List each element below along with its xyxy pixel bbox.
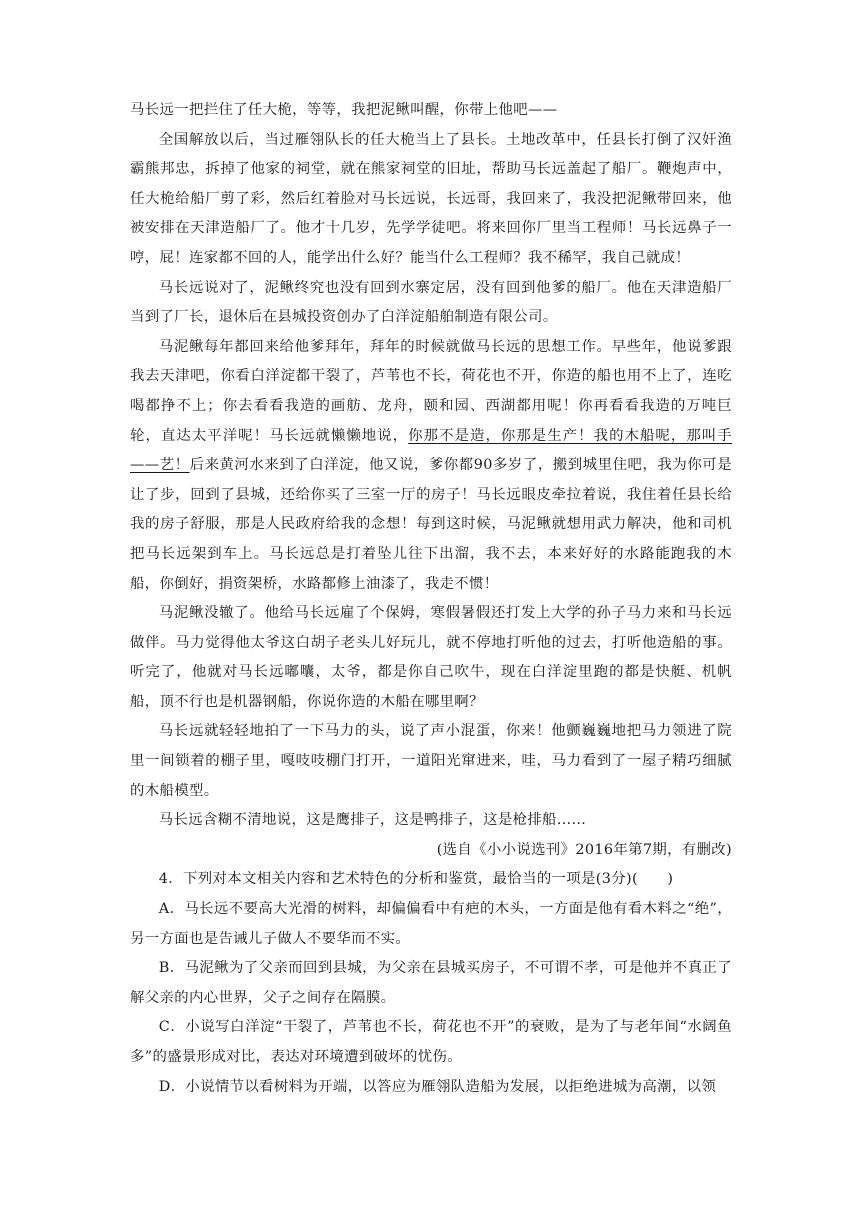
question-option-d: D．小说情节以看树料为开端，以答应为雁翎队造船为发展，以拒绝进城为高潮，以领 bbox=[158, 1078, 717, 1095]
paragraph-text: 马泥鳅每年都回来给他爹拜年，拜年的时候就做马长远的思想工作。早些年，他说爹跟我去天津吧，你看白洋淀都干裂了，芦苇也不长，荷花也不开，你造的船也用不上了，连吃喝都挣不上；你去看看我造的画舫、龙舟，颐和园、西湖都用呢！你再看看我造的万吨巨轮，直达太平洋呢！马长远就懒懒地说， bbox=[130, 338, 732, 444]
question-option-c: C．小说写白洋淀“干裂了，芦苇也不长，荷花也不开”的衰败，是为了与老年间“水阔鱼多”的盛景形成对比，表达对环境遭到破坏的忧伤。 bbox=[130, 1019, 732, 1065]
question-option-b: B．马泥鳅为了父亲而回到县城，为父亲在县城买房子，不可谓不孝，可是他并不真正了解父亲的内心世界，父子之间存在隔膜。 bbox=[130, 960, 732, 1006]
paragraph-text: 后来黄河水来到了白洋淀，他又说，爹你都90多岁了，搬到城里住吧，我为你可是让了步，回到了县城，还给你买了三室一厅的房子！马长远眼皮牵拉着说，我住着任县长给我的房子舒服，那是人民政府给我的念想！每到这时候，马泥鳅就想用武力解决，他和司机把马长远架到车上。马长远总是打着坠儿往下出溜，我不去，本来好好的水路能跑我的木船，你倒好，捐资架桥，水路都修上油漆了，我走不惯！ bbox=[130, 457, 732, 592]
story-paragraph bbox=[130, 333, 732, 599]
story-paragraph: 马长远一把拦住了任大桅，等等，我把泥鳅叫醒，你带上他吧—— bbox=[130, 102, 558, 118]
story-paragraph: 全国解放以后，当过雁翎队长的任大桅当上了县长。土地改革中，任县长打倒了汉奸渔霸熊邦忠，拆掉了他家的祠堂，就在熊家祠堂的旧址，帮助马长远盖起了船厂。鞭炮声中，任大桅给船厂剪了彩，然后红着脸对马长远说，长远哥，我回来了，我没把泥鳅带回来，他被安排在天津造船厂了。他才十几岁，先学学徒吧。将来回你厂里当工程师！马长远鼻子一哼，屁！连家都不回的人，能学出什么好？能当什么工程师？我不稀罕，我自己就成！ bbox=[130, 131, 732, 266]
story-paragraph: 马长远就轻轻地拍了一下马力的头，说了声小混蛋，你来！他颤巍巍地把马力领进了院里一间锁着的棚子里，嘎吱吱棚门打开，一道阳光窜进来，哇，马力看到了一屋子精巧细腻的木船模型。 bbox=[130, 723, 732, 799]
story-paragraph: 马泥鳅没辙了。他给马长远雇了个保姆，寒假暑假还打发上大学的孙子马力来和马长远做伴。马力觉得他太爷这白胡子老头儿好玩儿，就不停地打听他的过去，打听他造船的事。听完了，他就对马长远嘟囔，太爷，都是你自己吹牛，现在白洋淀里跑的都是快艇、机帆船，顶不行也是机器钢船，你说你造的木船在哪里啊？ bbox=[130, 605, 732, 710]
underlined-quote: 你那不是造，你那是生产！我的木船呢，那叫手——艺！ bbox=[130, 427, 732, 474]
question-stem: 4．下列对本文相关内容和艺术特色的分析和鉴赏，最恰当的一项是(3分)( ) bbox=[158, 871, 674, 888]
story-paragraph: 马长远含糊不清地说，这是鹰排子，这是鸭排子，这是枪排船…… bbox=[158, 812, 587, 829]
question-option-a: A．马长远不要高大光滑的树料，却偏偏看中有疤的木头，一方面是他有看木料之“绝”，另一方面也是告诫儿子做人不要华而不实。 bbox=[130, 901, 732, 947]
story-paragraph: 马长远说对了，泥鳅终究也没有回到水寨定居，没有回到他爹的船厂。他在天津造船厂当到了厂长，退休后在县城投资创办了白洋淀船舶制造有限公司。 bbox=[130, 279, 732, 326]
document-page bbox=[130, 96, 732, 1102]
source-citation: (选自《小小说选刊》2016年第7期，有删改) bbox=[436, 841, 732, 858]
